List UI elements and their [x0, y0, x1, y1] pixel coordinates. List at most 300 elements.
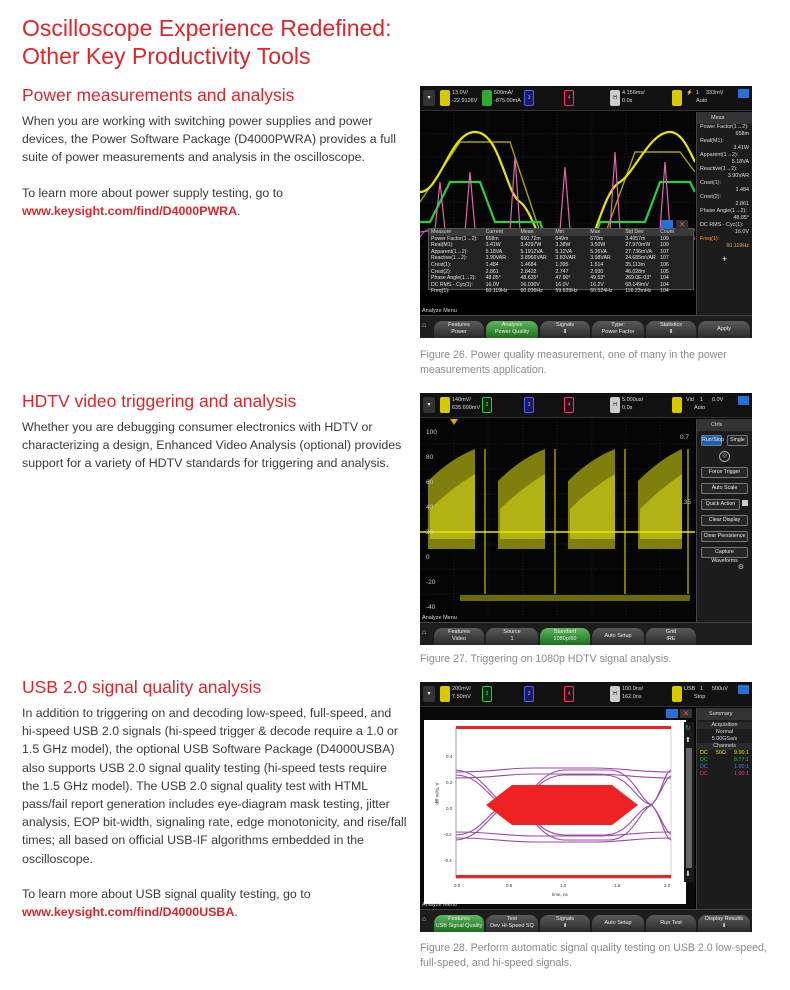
sk-bottom: Power Quality — [494, 329, 530, 335]
sk-top: Features — [448, 629, 470, 635]
eye-x-axis-label: time, ns — [552, 892, 568, 897]
scope1-table-cell: 109 — [660, 235, 669, 242]
panel-meas-value: 3.90VAR — [727, 173, 749, 179]
scope1-table-cell: 35.113m — [625, 261, 645, 268]
scope1-table-cell: 24.685mVAR — [625, 255, 656, 262]
power-paragraph: When you are working with switching power supplies and power devices, the Power Software Package (D4000PWRA) provides a full suite of power measurements and analysis in the oscilloscope. — [22, 114, 396, 165]
panel-meas-value: 658m — [735, 131, 749, 137]
th-mean: Mean — [520, 229, 534, 235]
scope1-measurement-table — [428, 228, 694, 295]
sk-bottom: 1 — [510, 636, 514, 642]
scope1-table-cell: 27.736mVA — [625, 248, 652, 255]
section-title-power: Power measurements and analysis — [22, 85, 295, 105]
scope1-table-row — [429, 242, 693, 249]
scope1-status-bar — [420, 86, 752, 111]
scope3-scroll-up-icon[interactable]: ⬆ — [685, 737, 691, 744]
scope2-waveform-area — [420, 419, 695, 619]
scope1-meas-panel — [696, 112, 752, 316]
scope1-table-cell: 3.8966VAR — [520, 255, 547, 262]
scope1-softkey-signals[interactable] — [540, 321, 590, 338]
scope1-table-close-icon[interactable]: ✕ — [676, 220, 688, 229]
scope1-table-expand-icon[interactable] — [661, 220, 673, 229]
scope1-table-cell: 60.119Hz — [485, 288, 508, 295]
sk-top: Type: — [611, 322, 625, 328]
scope1-menu-label: Analyze Menu — [422, 308, 457, 314]
clear-persistence-button[interactable]: Clear Persistence — [701, 531, 748, 542]
scope1-table-cell: 3.41W — [485, 242, 501, 249]
scope1-table-row — [429, 236, 693, 243]
scope1-table-cell: 60.036Hz — [520, 288, 543, 295]
scope3-acq-mode: Stop — [694, 694, 706, 700]
panel-meas-label[interactable]: Crest(2): — [700, 194, 721, 200]
scope2-trigger-level: 0.0V — [712, 397, 724, 403]
scope1-table-cell: Crest(1): — [431, 261, 452, 268]
scope1-corner-icon[interactable] — [738, 89, 749, 98]
scope1-table-cell: 16.0V — [555, 281, 569, 288]
scope3-softkey-display-results[interactable] — [698, 915, 750, 932]
acq-mode: Normal — [715, 729, 734, 735]
quick-action-settings-icon[interactable] — [742, 500, 748, 506]
channel-row — [697, 764, 752, 771]
scope2-ctrls-panel — [696, 419, 752, 623]
scope1-trigger-source: 1 — [696, 90, 700, 96]
scope1-table-row — [429, 262, 693, 269]
scope1-timebase: 4.156ms/ — [622, 90, 645, 96]
scope2-ch3-chip[interactable]: 3 — [524, 397, 534, 413]
figure27-caption: Figure 27. Triggering on 1080p HDTV signal analysis. — [420, 653, 672, 665]
scope2-ch2-chip[interactable]: 2 — [482, 397, 492, 413]
scope1-table-cell: 649m — [555, 235, 569, 242]
panel-meas-label[interactable]: Crest(1): — [700, 180, 721, 186]
usb-link-suffix: . — [234, 905, 238, 920]
sk-bottom: Power — [451, 329, 467, 335]
scope1-table-row — [429, 249, 693, 256]
section-body-power — [22, 112, 407, 237]
scope2-softkey-auto-setup[interactable]: Auto Setup — [592, 628, 644, 645]
channel-row — [697, 750, 752, 757]
th-stddev: Std Dev — [625, 229, 644, 235]
scope1-table-cell: 1.514 — [590, 261, 604, 268]
sk-top: Statistics — [659, 322, 682, 328]
scope1-table-cell: DC RMS - Cyc(1): — [431, 281, 473, 288]
scope1-table-cell: 48.635° — [520, 275, 539, 282]
eye-xtick-1: 0.5 — [506, 883, 513, 888]
channel-val: 8.77:1 — [733, 757, 749, 763]
run-stop-button[interactable]: Run/Stop — [701, 435, 722, 446]
panel-meas-label[interactable]: Apparent(1→2): — [700, 152, 739, 158]
scope2-timebase: 5.000us/ — [622, 397, 644, 403]
sk-bottom: Video — [452, 636, 466, 642]
scope1-table-cell: 104 — [660, 281, 669, 288]
y-tick-60: 60 — [426, 479, 434, 486]
scope1-table-body — [429, 236, 693, 295]
scope1-table-cell: 3.4957m — [625, 235, 646, 242]
scope2-trigger-source: 1 — [700, 397, 704, 403]
th-current: Current — [485, 229, 503, 235]
right-mark-07: 0.7 — [680, 434, 690, 441]
scope1-table-cell: 49.53° — [590, 275, 606, 282]
scope2-softkey-source[interactable] — [486, 628, 538, 645]
sk-bottom: ⬇ — [721, 923, 727, 929]
scope3-scroll-down-icon[interactable]: ⬇ — [685, 871, 691, 878]
figure26-caption: Figure 26. Power quality measurement, one of many in the power measurements application. — [420, 349, 727, 376]
scope1-table-cell: 105 — [660, 268, 669, 275]
y-tick-minus40: -40 — [426, 604, 436, 611]
scope1-table-cell: 3.90VAR — [485, 255, 507, 262]
channel-cpl: DC — [700, 757, 708, 763]
scope2-ch4-chip[interactable]: 4 — [564, 397, 574, 413]
scope3-eye-window — [420, 708, 695, 908]
scope1-trigger-edge-icon: ⚡ — [686, 90, 693, 96]
th-measure: Measure — [431, 229, 452, 235]
sk-bottom: Power Factor — [601, 329, 635, 335]
scope2-settings-gear-icon[interactable]: ⚙ — [737, 564, 744, 571]
scope3-softkey-auto-setup[interactable]: Auto Setup — [592, 915, 644, 932]
scope1-softkey-type[interactable] — [592, 321, 644, 338]
scope1-trigger-level: 333mV — [706, 90, 724, 96]
scope1-ch1-scale: 13.0V/ — [452, 90, 468, 96]
eye-y-axis-label: diff volts, V — [434, 782, 440, 805]
scope3-summary-panel — [696, 708, 752, 910]
th-max: Max — [590, 229, 601, 235]
scope3-trigger-chip[interactable] — [672, 686, 682, 702]
eye-xtick-4: 2.0 — [664, 883, 671, 888]
scope1-table-cell: 109 — [660, 242, 669, 249]
scope1-table-cell: 16.030V — [520, 281, 540, 288]
eye-diagram-plot — [424, 720, 686, 904]
right-mark-035: .35 — [682, 499, 692, 506]
th-min: Min — [555, 229, 564, 235]
sk-top: Source — [503, 629, 521, 635]
scope1-table-cell: 3.38W — [555, 242, 571, 249]
clear-display-button[interactable]: Clear Display — [701, 515, 748, 526]
page-title — [22, 14, 442, 70]
y-tick-minus20: -20 — [426, 579, 436, 586]
scope2-ch1-chip[interactable] — [440, 397, 450, 413]
scope3-ch2-chip[interactable]: 2 — [482, 686, 492, 702]
scope1-table-cell: 670m — [590, 235, 604, 242]
scope1-table-cell: Reactive(1→2): — [431, 255, 468, 262]
scope3-trigger-level: 500uV — [712, 686, 728, 692]
usb-signal-quality-screenshot — [420, 682, 752, 932]
y-tick-80: 80 — [426, 454, 434, 461]
power-link-suffix: . — [237, 203, 241, 218]
power-link[interactable]: www.keysight.com/find/D4000PWRA — [22, 203, 238, 218]
scope3-menu-label: Analyze Menu — [422, 902, 457, 908]
scope1-table-cell: 16.0V — [485, 281, 500, 288]
scope1-table-row — [429, 288, 693, 295]
usb-link-paragraph — [22, 885, 407, 921]
scope1-table-row — [429, 269, 693, 276]
scope2-softkey-grid[interactable] — [646, 628, 696, 645]
scope1-add-meas-icon[interactable]: + — [721, 254, 728, 264]
scope2-menu-label: Analyze Menu — [422, 615, 457, 621]
scope3-softkey-features[interactable] — [434, 915, 484, 932]
scope1-table-cell: Apparent(1→2): — [431, 248, 468, 255]
figure28-caption: Figure 28. Perform automatic signal quality testing on USB 2.0 low-speed, full-speed, and hi-speed signals. — [420, 942, 767, 969]
eye-xtick-3: 1.5 — [614, 883, 621, 888]
section-title-hdtv: HDTV video triggering and analysis — [22, 391, 297, 411]
hdtv-paragraph: Whether you are debugging consumer electronics with HDTV or characterizing a design, Enhanced Video Analysis (optional) provides support for a variety of HDTV standards for triggering and analysis. — [22, 420, 402, 471]
section-title-usb: USB 2.0 signal quality analysis — [22, 677, 262, 697]
scope3-delay: 162.0ns — [622, 694, 642, 700]
scope3-eye-expand-icon[interactable] — [666, 709, 678, 718]
scope1-table-cell: Freq(1): — [431, 288, 450, 295]
panel-meas-label[interactable]: DC RMS - Cyc(1): — [700, 222, 744, 228]
sk-top: Test — [506, 916, 518, 922]
y-tick-0: 0 — [426, 554, 430, 561]
scope1-table-cell: 107 — [660, 255, 669, 262]
eye-xtick-0: 0.0 — [454, 883, 461, 888]
scope3-ch3-chip[interactable]: 3 — [524, 686, 534, 702]
scope1-ch2-scale: 500mA/ — [494, 90, 513, 96]
y-tick-100: 100 — [426, 429, 437, 436]
usb-link-intro: To learn more about USB signal quality testing, go to — [22, 886, 311, 901]
scope2-ch1-scale: 140mV/ — [452, 397, 471, 403]
scope3-ch1-offset: 7.50mV — [452, 694, 471, 700]
scope1-table-cell: 116.23mHz — [625, 288, 652, 295]
eye-diagram-svg — [424, 720, 686, 904]
scope1-ch4-chip[interactable]: 4 — [564, 90, 574, 106]
scope2-delay: 0.0s — [622, 405, 633, 411]
eye-ytick-0: 0.4 — [446, 754, 453, 759]
scope3-status-bar — [420, 682, 752, 707]
scope1-table-cell: 2.930 — [590, 268, 604, 275]
scope1-softkey-analysis[interactable] — [486, 321, 538, 338]
scope1-ch1-offset: -22.9126V — [452, 98, 478, 104]
channel-val: 1.00:1 — [733, 764, 749, 770]
scope1-table-cell: Real(M1): — [431, 242, 454, 249]
usb-link[interactable]: www.keysight.com/find/D4000USBA — [22, 905, 235, 920]
scope1-table-cell: 3.4297W — [520, 242, 542, 249]
scope2-panel-title: Ctrls — [697, 419, 752, 431]
scope3-softkey-bar — [420, 909, 752, 932]
scope1-table-cell: 660.72m — [520, 235, 541, 242]
eye-ytick-3: -0.2 — [444, 832, 452, 837]
channel-cpl: DC — [700, 764, 708, 770]
scope2-status-bar — [420, 393, 752, 418]
scope1-softkey-features[interactable] — [434, 321, 484, 338]
scope3-ch1-scale: 200mV/ — [452, 686, 471, 692]
sk-top: Features — [448, 322, 470, 328]
scope2-back-icon[interactable]: ⌂ — [422, 629, 427, 636]
scope1-ch3-chip[interactable]: 3 — [524, 90, 534, 106]
panel-meas-label[interactable]: Phase Angle(1→2): — [700, 208, 747, 214]
sk-bottom: Dev Hi-Speed SQ — [490, 923, 534, 929]
panel-meas-value: 2.861 — [735, 201, 749, 207]
scope1-table-cell: 3.50W — [590, 242, 606, 249]
scope2-corner-icon[interactable] — [738, 396, 749, 405]
scope1-table-cell: 46.028m — [625, 268, 646, 275]
scope2-trigger-type: Vid — [686, 397, 694, 403]
scope1-table-cell: 3.98VAR — [590, 255, 611, 262]
scope1-softkey-statistics[interactable] — [646, 321, 696, 338]
scope3-softkey-test[interactable] — [486, 915, 538, 932]
channel-val: 1.00:1 — [733, 771, 749, 777]
scope3-panel-title: Summary — [697, 708, 752, 720]
y-tick-40: 40 — [426, 504, 434, 511]
eye-ytick-1: 0.2 — [446, 780, 453, 785]
channel-cpl: DC — [700, 750, 708, 756]
eye-ytick-2: 0.0 — [446, 806, 453, 811]
scope1-table-row — [429, 255, 693, 262]
scope2-horizontal-chip[interactable]: H — [610, 397, 620, 413]
sk-top: Standard — [553, 629, 577, 635]
scope3-timebase: 100.0ns/ — [622, 686, 644, 692]
sk-bottom: 1080p/60 — [553, 636, 577, 642]
channels-list — [697, 750, 752, 778]
scope1-table-cell: 104 — [660, 288, 669, 295]
panel-meas-value: 16.0V — [734, 229, 749, 235]
scope1-table-cell: 59.639Hz — [555, 288, 578, 295]
capture-waveforms-button[interactable]: Capture Waveforms — [701, 547, 748, 558]
scope1-back-icon[interactable]: ⌂ — [422, 322, 427, 329]
scope1-table-cell: 5.26VA — [590, 248, 607, 255]
section-body-hdtv — [22, 418, 407, 490]
sk-bottom: IRE — [666, 636, 676, 642]
scope2-touch-icon[interactable]: ◎ — [719, 451, 730, 462]
scope2-acq-mode: Auto — [694, 405, 706, 411]
scope1-table-cell: 658m — [485, 235, 499, 242]
scope1-table-row — [429, 275, 693, 282]
scope1-table-cell: 68.149mV — [625, 281, 649, 288]
panel-meas-label[interactable]: Power Factor(1→2): — [700, 124, 749, 130]
scope3-scroll-thumb[interactable] — [686, 748, 692, 868]
panel-meas-label[interactable]: Freq(1): — [700, 236, 720, 242]
section-body-usb — [22, 704, 407, 938]
scope1-table-cell: 2.861 — [485, 268, 499, 275]
scope1-ch1-chip[interactable] — [440, 90, 450, 106]
scope3-softkey-run-test[interactable]: Run Test — [646, 915, 696, 932]
scope1-delay: 0.0s — [622, 98, 633, 104]
scope1-table-cell: 27.970mW — [625, 242, 651, 249]
scope1-table-cell: 2.8422 — [520, 268, 537, 275]
scope2-softkey-features[interactable] — [434, 628, 484, 645]
sk-top: Signals — [555, 322, 575, 328]
panel-meas-value: 48.85° — [733, 215, 749, 221]
sk-bottom: USB Signal Quality — [435, 923, 483, 929]
scope3-trigger-source: 1 — [700, 686, 704, 692]
usb-paragraph: In addition to triggering on and decoding low-speed, full-speed, and hi-speed USB 2.0 signals (hi-speed trigger & decode require a 1.0 or 1.5 GHz model), the optional USB Software Package (D4000USBA) also supports USB 2.0 signal quality testing (hi-speed tests require the 1.5 GHz model). The USB 2.0 signal quality test with HTML pass/fail report generation includes eye-diagram mask testing, jitter analysis, EOP bit-width, signaling rate, edge monotonicity, and rise/fall times; all based on official USB-IF algorithms embedded in the oscilloscope. — [22, 706, 407, 866]
scope2-ch1-offset: 635.600mV — [452, 405, 481, 411]
scope1-table-cell: 5.18VA — [485, 248, 503, 255]
scope3-corner-icon[interactable] — [738, 685, 749, 694]
th-count: Count — [660, 229, 674, 235]
scope1-table-cell: Phase Angle(1→2): — [431, 275, 476, 282]
scope1-table-cell: 48.85° — [485, 275, 501, 282]
scope1-table-cell: 1.484 — [485, 261, 499, 268]
scope1-table-cell: 3.83VAR — [555, 255, 576, 262]
quick-action-button[interactable]: Quick Action — [701, 499, 740, 510]
panel-meas-label[interactable]: Real(M1): — [700, 138, 724, 144]
power-link-paragraph — [22, 184, 407, 220]
scope1-table-cell: Crest(2): — [431, 268, 452, 275]
channel-cpl: DC — [700, 771, 708, 777]
channel-val: 9.90:1 — [733, 750, 749, 756]
scope1-table-cell: 106 — [660, 261, 669, 268]
scope1-ch2-chip[interactable] — [482, 90, 492, 106]
sk-top: Signals — [555, 916, 575, 922]
scope1-table-cell: 5.1912VA — [520, 248, 543, 255]
scope1-menu-icon[interactable]: ▾ — [423, 90, 435, 106]
sk-top: Grid — [665, 629, 677, 635]
scope1-table-cell: 47.90° — [555, 275, 571, 282]
scope2-video-svg — [420, 419, 695, 619]
scope1-table-cell: 1.4684 — [520, 261, 537, 268]
scope1-softkey-bar — [420, 315, 752, 338]
scope1-horizontal-chip[interactable]: H — [610, 90, 620, 106]
scope3-refresh-icon[interactable]: ↻ — [685, 725, 691, 732]
panel-meas-label[interactable]: Reactive(1→2): — [700, 166, 738, 172]
scope2-menu-icon[interactable]: ▾ — [423, 397, 435, 413]
scope1-table-cell: 2.747 — [555, 268, 569, 275]
sk-bottom: ⬇ — [562, 329, 568, 335]
channels-section-title: Channels — [697, 743, 752, 750]
scope1-panel-list — [697, 124, 752, 250]
sk-top: Display Results — [705, 916, 743, 922]
sk-top: Features — [448, 916, 470, 922]
page-title-line2: Other Key Productivity Tools — [22, 43, 311, 69]
scope3-back-icon[interactable]: ⌂ — [422, 916, 427, 923]
scope2-softkey-bar — [420, 622, 752, 645]
single-button[interactable]: Single — [727, 435, 748, 446]
scope1-trigger-chip[interactable] — [672, 90, 682, 106]
scope3-menu-icon[interactable]: ▾ — [423, 686, 435, 702]
eye-ytick-4: -0.4 — [444, 858, 452, 863]
sk-top: Analysis — [501, 322, 523, 328]
sk-bottom: ⬇ — [668, 329, 674, 335]
force-trigger-button[interactable]: Force Trigger — [701, 467, 748, 478]
hdtv-screenshot — [420, 393, 752, 645]
panel-meas-value: 5.18VA — [731, 159, 749, 165]
scope3-eye-close-icon[interactable]: ✕ — [680, 709, 692, 718]
channel-row — [697, 757, 752, 764]
y-tick-20: 20 — [426, 529, 434, 536]
panel-meas-value: 60.119Hz — [726, 243, 749, 249]
scope3-scrollbar[interactable] — [684, 722, 694, 882]
scope1-table-row — [429, 282, 693, 289]
scope1-softkey-apply[interactable]: Apply — [698, 321, 750, 338]
scope1-ch2-offset: -875.00mA — [494, 98, 521, 104]
scope3-ch4-chip[interactable]: 4 — [564, 686, 574, 702]
scope1-table-cell: 60.524Hz — [590, 288, 613, 295]
scope1-table-cell: Power Factor(1→2): — [431, 235, 478, 242]
scope3-trigger-type: USB — [684, 686, 696, 692]
scope1-table-cell: 16.2V — [590, 281, 604, 288]
power-link-intro: To learn more about power supply testing, go to — [22, 185, 284, 200]
sk-bottom: ⬇ — [562, 923, 568, 929]
channel-row — [697, 771, 752, 778]
power-quality-screenshot — [420, 86, 752, 338]
scope3-softkey-signals[interactable] — [540, 915, 590, 932]
scope3-horizontal-chip[interactable]: H — [610, 686, 620, 702]
acq-sample-rate: 5.00GSa/s — [711, 736, 738, 742]
scope1-table-cell: 107 — [660, 248, 669, 255]
scope1-table-cell: 269.0E-03° — [625, 275, 652, 282]
auto-scale-button[interactable]: Auto Scale — [701, 483, 748, 494]
panel-meas-value: 1.484 — [735, 187, 749, 193]
acq-section-title: Acquisition — [697, 722, 752, 729]
scope1-table-cell: 104 — [660, 275, 669, 282]
channel-imp: 50Ω — [715, 750, 726, 756]
scope3-ch1-chip[interactable] — [440, 686, 450, 702]
scope1-table-cell: 5.12VA — [555, 248, 573, 255]
scope2-softkey-standard[interactable] — [540, 628, 590, 645]
page-title-line1: Oscilloscope Experience Redefined: — [22, 15, 392, 41]
scope1-acq-mode: Auto — [696, 98, 708, 104]
eye-xtick-2: 1.0 — [560, 883, 567, 888]
scope2-trigger-chip[interactable] — [672, 397, 682, 413]
